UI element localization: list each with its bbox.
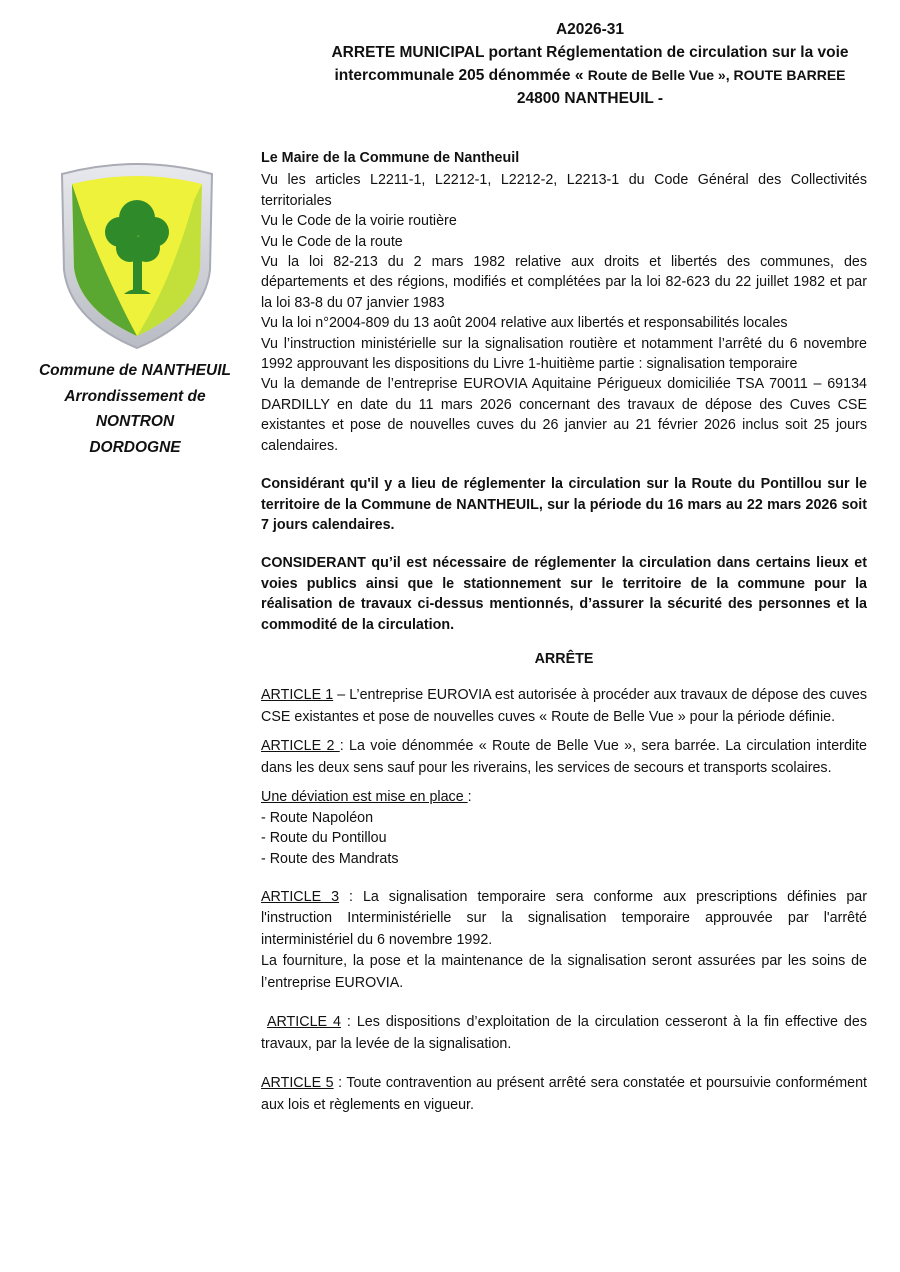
deviation-route: - Route du Pontillou [261,830,387,847]
article-3: ARTICLE 3 : La signalisation temporaire sera conforme aux prescriptions définies par l'instruction Interministérielle sur la signalisation temporaire approuvée par l'arrêté interministériel du 6 novembre 1992. [261,888,867,948]
commune-name: Commune de NANTHEUIL [38,362,232,379]
title-line-1: ARRETE MUNICIPAL portant Réglementation de circulation sur la voie [331,44,849,61]
article-4: ARTICLE 4 : Les dispositions d’exploitation de la circulation cesseront à la fin effective des travaux, par la levée de la signalisation. [261,1014,867,1052]
deviation-route: - Route Napoléon [261,809,374,826]
visa-item: Vu la loi 82-213 du 2 mars 1982 relative aux droits et libertés des communes, des départements et des régions, modifiés et complétées par la loi 82-623 du 22 juillet 1982 et par la loi 83-8 du 07 janvier 1983 [261,254,867,311]
visa-item: Vu les articles L2211-1, L2212-1, L2212-2, L2213-1 du Code Général des Collectivités territoriales [261,172,867,209]
article-1: ARTICLE 1 – L’entreprise EUROVIA est autorisée à procéder aux travaux de dépose des cuves CSE existantes et pose de nouvelles cuves « Route de Belle Vue » pour la période définie. [261,687,868,725]
commune-coat-of-arms [54,160,220,350]
deviation-route: - Route des Mandrats [261,850,399,867]
considerant-paragraph-2: CONSIDERANT qu’il est nécessaire de réglementer la circulation dans certains lieux et voies publics ainsi que le stationnement sur le territoire de la commune pour la réalisation de travaux ci-dessus mentionnés, d’assurer la sécurité des personnes et la commodité de la circulation. [261,555,867,633]
visa-item: Vu la loi n°2004-809 du 13 août 2004 relative aux libertés et responsabilités locales [261,315,788,332]
visa-item: Vu la demande de l’entreprise EUROVIA Aquitaine Périgueux domiciliée TSA 70011 – 69134 DARDILLY en date du 11 mars 2026 concernant des travaux de dépose des Cuves CSE existantes et pose de nouvelles cuves du 26 janvier au 21 février 2026 inclus soit 25 jours calendaires. [261,376,867,454]
document-reference: A2026-31 [555,21,625,38]
considerant-paragraph-1: Considérant qu'il y a lieu de réglementer la circulation sur la Route du Pontillou sur le territoire de la Commune de NANTHEUIL, sur la période du 16 mars au 22 mars 2026 soit 7 jours calendaires. [261,476,867,533]
commune-block [20,358,250,460]
arrondissement-name: NONTRON [95,413,175,430]
visa-item: Vu l’instruction ministérielle sur la signalisation routière et notamment l’arrêté du 6 novembre 1992 approuvant les dispositions du Livre 1-huitième partie : signalisation temporaire [261,335,867,373]
title-line-2: intercommunale 205 dénommée « Route de Belle Vue », ROUTE BARREE [334,67,846,84]
deviation-heading: Une déviation est mise en place : [261,789,472,806]
mayor-heading: Le Maire de la Commune de Nantheuil [261,150,520,166]
visa-item: Vu le Code de la route [261,233,403,250]
decree-body [261,148,867,1116]
article-2: ARTICLE 2 : La voie dénommée « Route de Belle Vue », sera barrée. La circulation interdite dans les deux sens sauf pour les riverains, les services de secours et transports scolaires. [261,738,867,776]
article-3-paragraph-2: La fourniture, la pose et la maintenance de la signalisation seront assurées par les soins de l’entreprise EUROVIA. [261,953,867,991]
visa-item: Vu le Code de la voirie routière [261,213,457,230]
arrondissement-label: Arrondissement de [64,387,206,405]
departement-name: DORDOGNE [89,438,181,456]
article-5: ARTICLE 5 : Toute contravention au présent arrêté sera constatée et poursuivie conformément aux lois et règlements en vigueur. [261,1075,868,1113]
title-line-3: 24800 NANTHEUIL - [516,90,664,107]
document-header [300,18,880,110]
arrete-heading: ARRÊTE [534,650,594,667]
